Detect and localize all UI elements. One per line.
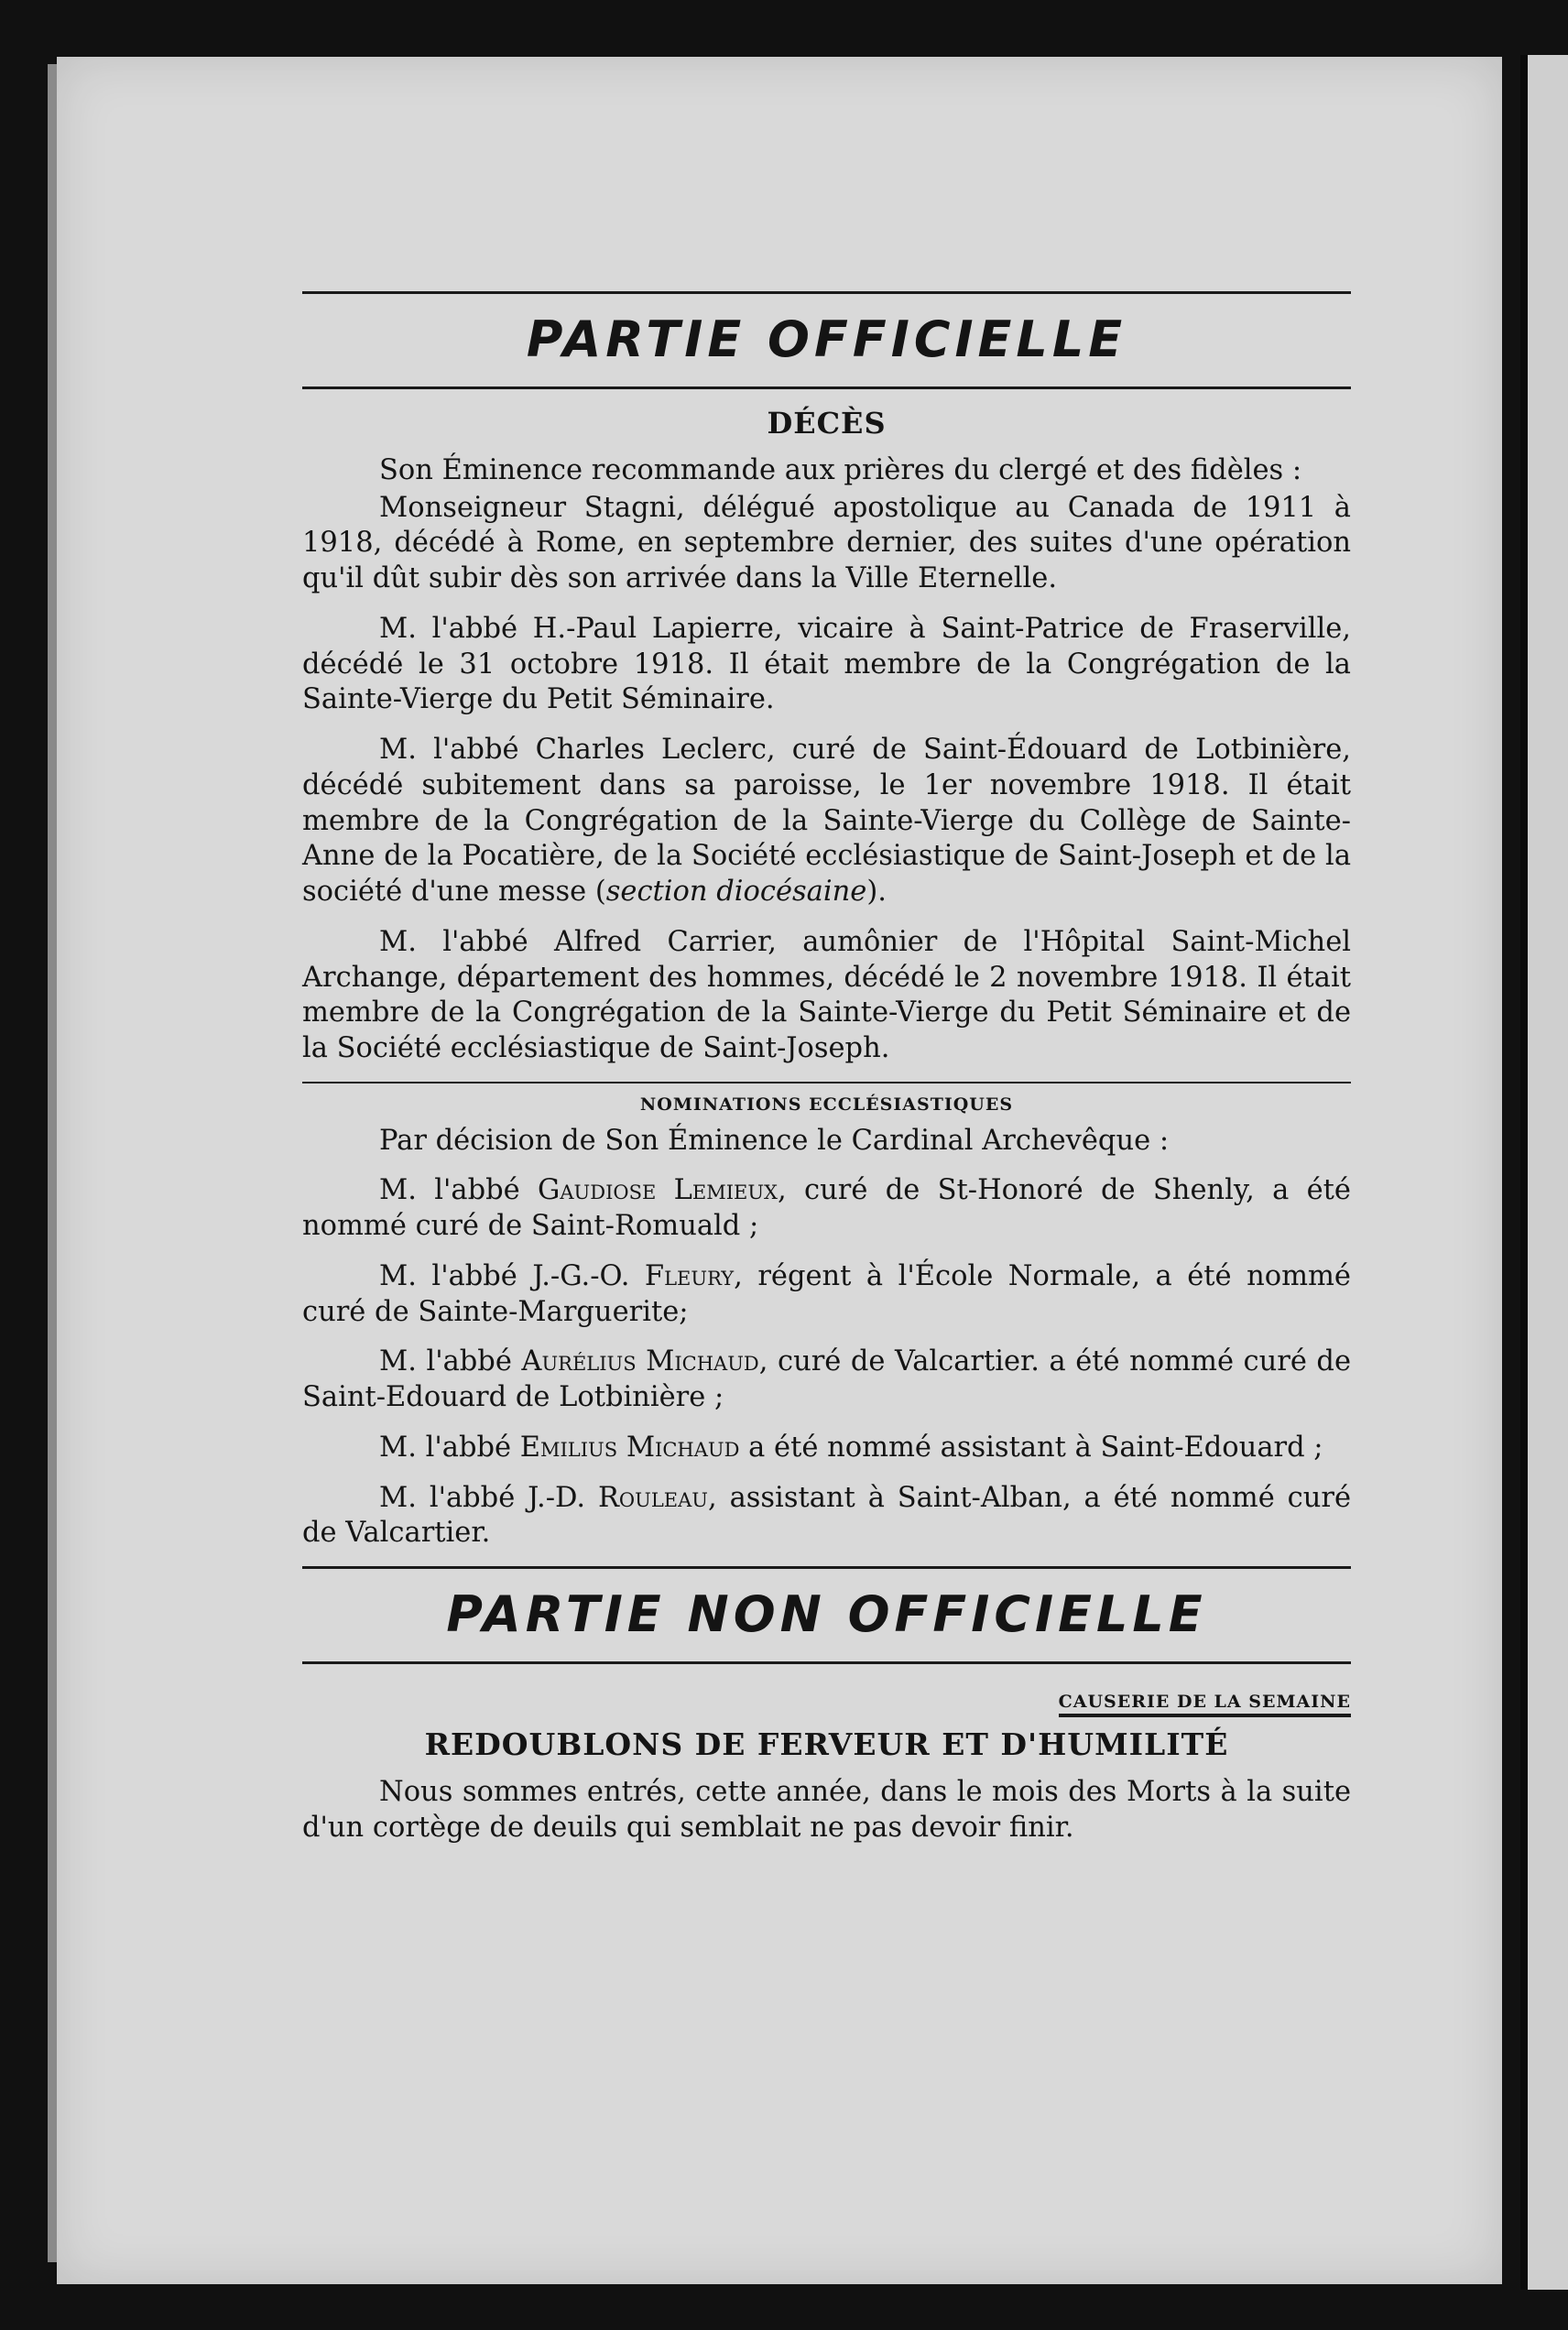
nomination-text: a été nommé assistant à Saint-Edouard ; (739, 1431, 1323, 1464)
deces-intro: Son Éminence recommande aux prières du clergé et des fidèles : (379, 454, 1302, 486)
nomination-name: J.-D. Rouleau (528, 1481, 708, 1514)
official-section-heading: PARTIE OFFICIELLE (526, 310, 1127, 368)
nomination-item (302, 1481, 1351, 1552)
nomination-item (302, 1345, 1351, 1415)
nomination-prefix: M. l'abbé (379, 1345, 522, 1378)
nominations-heading: NOMINATIONS ECCLÉSIASTIQUES (639, 1094, 1014, 1115)
nomination-name: J.-G.-O. Fleury (532, 1259, 735, 1292)
adjacent-page-edge (1520, 55, 1568, 2290)
article-title: REDOUBLONS DE FERVEUR ET D'HUMILITÉ (424, 1726, 1229, 1763)
causerie-label: CAUSERIE DE LA SEMAINE (1059, 1692, 1351, 1717)
nomination-name: Emilius Michaud (519, 1431, 740, 1464)
causerie-label-wrap (302, 1692, 1351, 1717)
nomination-item (302, 1259, 1351, 1330)
official-heading-rule (302, 387, 1351, 389)
nominations-intro: Par décision de Son Éminence le Cardinal Archevêque : (379, 1124, 1170, 1157)
deces-heading: DÉCÈS (767, 406, 887, 441)
page-content (302, 291, 1351, 1861)
nomination-prefix: M. l'abbé (379, 1174, 539, 1207)
deces-paragraph-italic: section diocésaine (605, 876, 867, 909)
deces-paragraph (302, 733, 1351, 910)
non-official-section-heading: PARTIE NON OFFICIELLE (446, 1585, 1207, 1644)
nomination-text: , assistant à Saint-Alban, a été nommé curé de Valcartier. (302, 1481, 1352, 1550)
nomination-name: Gaudiose Lemieux (538, 1174, 778, 1207)
deces-paragraph: M. l'abbé H.-Paul Lapierre, vicaire à Saint-Patrice de Fraserville, décédé le 31 octobre 1918. Il était membre de la Congrégation de la Sainte-Vierge du Petit Séminaire. (302, 612, 1351, 716)
nomination-prefix: M. l'abbé (379, 1481, 528, 1514)
nomination-prefix: M. l'abbé (379, 1259, 533, 1292)
top-rule (302, 291, 1351, 294)
nomination-text: , curé de St-Honoré de Shenly, a été nommé curé de Saint-Romuald ; (302, 1174, 1351, 1243)
nominations-rule (302, 1082, 1351, 1083)
deces-paragraph: Monseigneur Stagni, délégué apostolique au Canada de 1911 à 1918, décédé à Rome, en septembre dernier, des suites d'une opération qu'il dût subir dès son arrivée dans la Ville Eternelle. (302, 491, 1351, 595)
deces-paragraph-end: ). (866, 876, 887, 909)
nomination-text: , curé de Valcartier. a été nommé curé de Saint-Edouard de Lotbinière ; (302, 1345, 1352, 1414)
nomination-prefix: M. l'abbé (379, 1431, 520, 1464)
nomination-name: Aurélius Michaud (521, 1345, 759, 1378)
deces-paragraph: M. l'abbé Alfred Carrier, aumônier de l'Hôpital Saint-Michel Archange, département des hommes, décédé le 2 novembre 1918. Il était membre de la Congrégation de la Sainte-Vierge du Petit Séminaire et de la Société ecclésiastique de Saint-Joseph. (302, 925, 1351, 1065)
nomination-item (302, 1431, 1351, 1466)
nomination-item (302, 1173, 1351, 1244)
deces-paragraph-text: M. l'abbé Charles Leclerc, curé de Saint-Édouard de Lotbinière, décédé subitement dans sa paroisse, le 1er novembre 1918. Il était membre de la Congrégation de la Sainte-Vierge du Collège de Sainte-Anne de la Pocatière, de la Société ecclésiastique de Saint-Joseph et de la société d'une messe ( (302, 734, 1351, 909)
non-official-heading-rule (302, 1661, 1351, 1664)
article-paragraph: Nous sommes entrés, cette année, dans le mois des Morts à la suite d'un cortège de deuils qui semblait ne pas devoir finir. (302, 1776, 1351, 1844)
non-official-top-rule (302, 1566, 1351, 1569)
nomination-text: , régent à l'École Normale, a été nommé curé de Sainte-Marguerite; (302, 1259, 1351, 1328)
